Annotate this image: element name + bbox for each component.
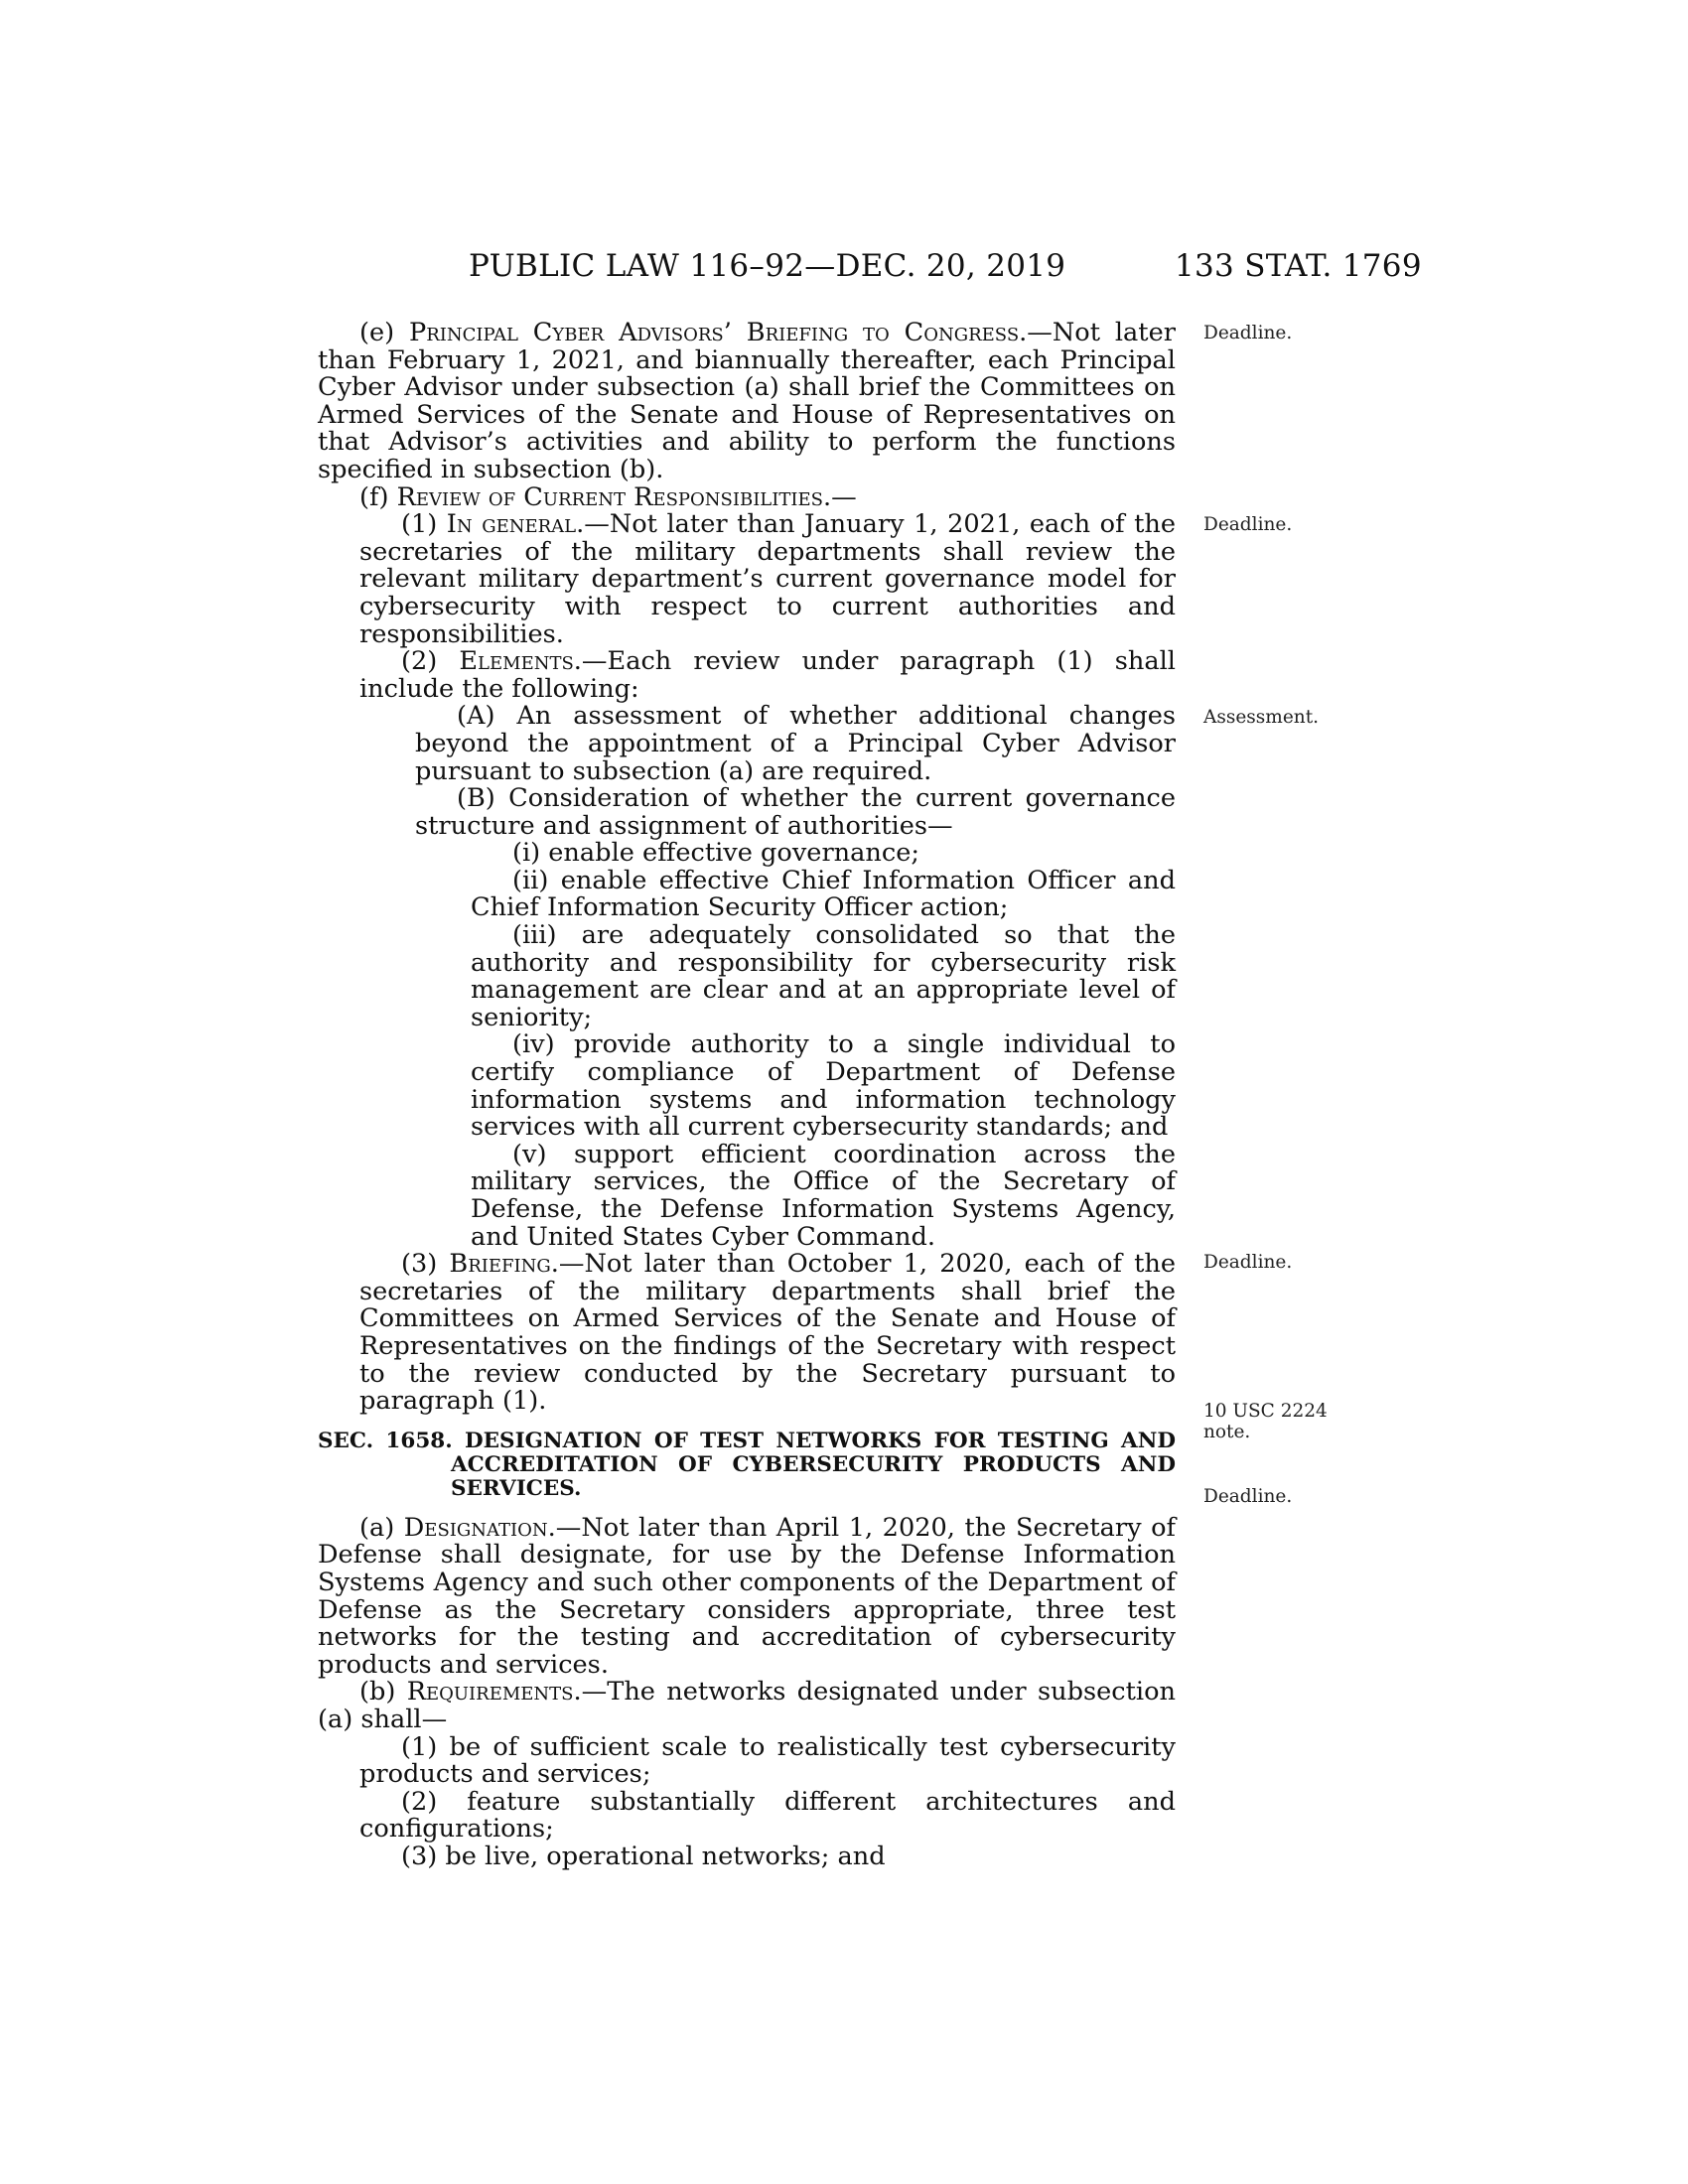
paragraph-b2: (2) feature substantially different architectures and configurations; bbox=[359, 1786, 1176, 1844]
subsection-a-prefix: (a) bbox=[359, 1512, 404, 1543]
clause-v: (v) support efficient coordination across the military services, the Office of the Secretary of Defense, the Defense Information Systems Agency, and United States Cyber Command. bbox=[471, 1139, 1176, 1252]
paragraph-b3: (3) be live, operational networks; and bbox=[401, 1841, 886, 1871]
paragraph-b1: (1) be of sufficient scale to realistically test cybersecurity products and services; bbox=[359, 1731, 1176, 1790]
paragraph-f1-prefix: (1) bbox=[401, 509, 447, 540]
paragraph-f3-heading: Briefing bbox=[449, 1249, 551, 1280]
paragraph-f1-heading: In general bbox=[446, 509, 577, 540]
subsection-f-heading: Review of Current Responsibilities bbox=[396, 481, 823, 512]
subsection-b-heading: Requirements bbox=[406, 1677, 574, 1707]
paragraph-f3-prefix: (3) bbox=[401, 1249, 450, 1280]
margin-note-usc-note: note. bbox=[1203, 1422, 1251, 1442]
section-1658-heading: SEC. 1658. DESIGNATION OF TEST NETWORKS FOR TESTING AND ACCREDITATION OF CYBERSECURITY PRODUCTS AND SERVICES. bbox=[318, 1428, 1176, 1501]
paragraph-f2 bbox=[318, 648, 1176, 703]
subsection-f bbox=[318, 481, 1176, 512]
margin-note-assessment: Assessment. bbox=[1203, 707, 1320, 728]
margin-note-deadline-f3: Deadline. bbox=[1203, 1252, 1293, 1273]
clause-iv: (iv) provide authority to a single individual to certify compliance of Department of Defense information systems and information technology services with all current cybersecurity standards; and bbox=[471, 1029, 1176, 1143]
subsection-f-text: .— bbox=[822, 481, 857, 512]
paragraph-f2-heading: Elements bbox=[459, 646, 574, 677]
subsection-e-prefix: (e) bbox=[359, 318, 409, 347]
subsection-e-heading: Principal Cyber Advisors’ Briefing to Congress bbox=[409, 318, 1020, 347]
paragraph-f1 bbox=[318, 511, 1176, 648]
margin-note-usc-citation: 10 USC 2224 bbox=[1203, 1401, 1328, 1422]
document-body bbox=[318, 320, 1176, 1870]
subsection-f-prefix: (f) bbox=[359, 481, 397, 512]
clause-iii: (iii) are adequately consolidated so that the authority and responsibility for cybersecurity risk management are clear and at an appropriate level of seniority; bbox=[471, 920, 1176, 1032]
paragraph-f2-prefix: (2) bbox=[401, 646, 460, 677]
subsection-a-text: .—Not later than April 1, 2020, the Secretary of Defense shall designate, for use by the Defense Information Systems Agency and such other components of the Department of Defense as the Secretary considers appropriate, three test networks for the testing and accreditation of cybersecurity products and services. bbox=[318, 1512, 1176, 1680]
subsection-b bbox=[318, 1679, 1176, 1733]
running-header-stat-page: 133 STAT. 1769 bbox=[1175, 248, 1422, 284]
paragraph-f3 bbox=[318, 1251, 1176, 1416]
subsection-b-prefix: (b) bbox=[359, 1677, 407, 1707]
subsection-a-heading: Designation bbox=[403, 1512, 548, 1543]
margin-note-deadline-a: Deadline. bbox=[1203, 1486, 1293, 1507]
clause-i: (i) enable effective governance; bbox=[512, 838, 920, 869]
paragraph-f1-text: .—Not later than January 1, 2021, each of the secretaries of the military departments shall review the relevant military department’s current governance model for cybersecurity with respect to current authorities and responsibilities. bbox=[359, 509, 1176, 649]
margin-note-deadline-f1: Deadline. bbox=[1203, 514, 1293, 535]
subsection-e-text: .—Not later than February 1, 2021, and biannually thereafter, each Principal Cyber Advisor under subsection (a) shall brief the Committees on Armed Services of the Senate and House of Representatives on that Advisor’s activities and ability to perform the functions specified in subsection (b). bbox=[318, 318, 1176, 484]
subparagraph-A: (A) An assessment of whether additional changes beyond the appointment of a Principal Cyber Advisor pursuant to subsection (a) are required. bbox=[415, 701, 1176, 786]
paragraph-f3-text: .—Not later than October 1, 2020, each of the secretaries of the military departments shall brief the Committees on Armed Services of the Senate and House of Representatives on the findings of the Secretary with respect to the review conducted by the Secretary pursuant to paragraph (1). bbox=[359, 1249, 1176, 1417]
clause-ii: (ii) enable effective Chief Information Officer and Chief Information Security Officer action; bbox=[471, 865, 1176, 923]
running-header-title: PUBLIC LAW 116–92—DEC. 20, 2019 bbox=[469, 248, 1066, 284]
subsection-e bbox=[318, 320, 1176, 484]
subparagraph-B: (B) Consideration of whether the current governance structure and assignment of authorities— bbox=[415, 783, 1176, 841]
margin-note-deadline-e: Deadline. bbox=[1203, 323, 1293, 343]
paragraph-f2-text: .—Each review under paragraph (1) shall include the following: bbox=[359, 646, 1176, 704]
subsection-a bbox=[318, 1512, 1176, 1680]
subsection-b-text: .—The networks designated under subsection (a) shall— bbox=[318, 1677, 1176, 1734]
